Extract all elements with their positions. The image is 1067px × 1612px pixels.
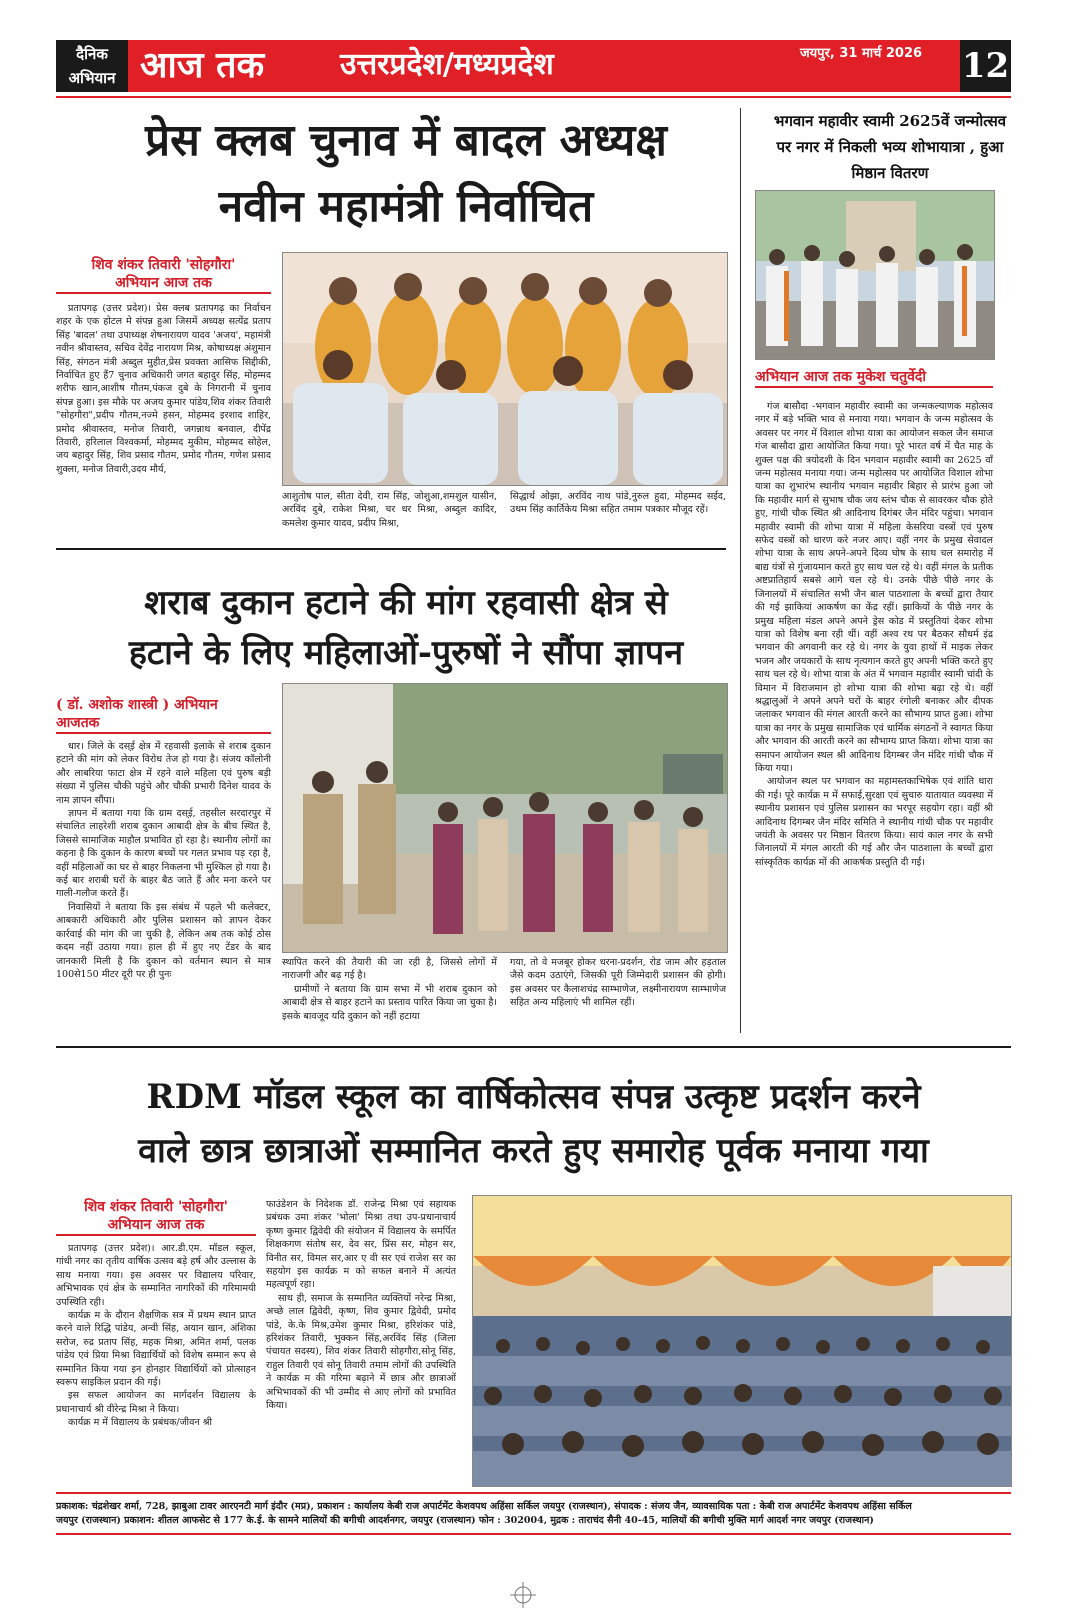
press-club-photo-image <box>283 253 727 485</box>
story2-col3-text: गया, तो वे मजबूर होकर धरना-प्रदर्शन, रोड जाम और हड़ताल जैसे कदम उठाएंगे, जिसकी पूरी जिम्मेदारी प्रशासन की होगी। इस अवसर पर कैलाशचंद्र साम्भाणेज, लक्ष्मीनारायण साम्भाणेज सहित अन्य महिलाएं भी शामिल रहीं। <box>510 957 726 1009</box>
story1-headline <box>56 108 756 240</box>
logo-line2: अभियान <box>68 69 116 87</box>
story1-byline-org: अभियान आज तक <box>56 274 271 294</box>
column-divider <box>740 108 741 1033</box>
story3-byline-name: शिव शंकर तिवारी 'सोहगौरा' <box>84 1199 228 1215</box>
story3-headline-line1: RDM मॉडल स्कूल का वार्षिकोत्सव संपन्न उत्कृष्ट प्रदर्शन करने <box>146 1077 921 1117</box>
procession-photo <box>755 190 995 360</box>
story1-byline-name: शिव शंकर तिवारी 'सोहगौरा' <box>91 257 236 273</box>
story1-col2 <box>282 490 497 542</box>
side-story-body <box>755 400 993 1035</box>
side-story-para2: आयोजन स्थल पर भगवान का महामस्तकाभिषेक एवं शांति धारा की गई। पूरे कार्यक्र म में सफाई,सुरक्षा एवं सुचारु यातायात व्यवस्था में स्थानीय प्रशासन एवं पुलिस प्रशासन का भरपूर सहयोग रहा। वहीं श्री आदिनाथ दिगम्बर जैन मंदिर समिति ने स्थानीय गांधी चौक पर महावीर जयंती के अवसर पर मिष्ठान वितरण किया। सायं काल नगर के सभी जिनालयों में मंगल आरती की गई और जैन पाठशाला के बच्चों द्वारा सांस्कृतिक कार्यक्र मों की आकर्षक प्रस्तुति दी गई। <box>755 776 993 868</box>
story2-para3: निवासियों ने बताया कि इस संबंध में पहले भी कलेक्टर, आबकारी अधिकारी और पुलिस प्रशासन को ज्ञापन देकर कार्रवाई की मांग की जा चुकी है, लेकिन अब तक कोई ठोस कदम नहीं उठाया गया। हाल ही में हुए नए टेंडर के बाद जानकारी मिली है कि दुकान को वर्तमान स्थान से मात्र 100से150 मीटर दूरी पर ही पुनः <box>56 901 271 980</box>
procession-photo-image <box>756 191 994 359</box>
story1-col3-text: सिद्धार्थ ओझा, अरविंद नाथ पांडे,नुरुल हुदा, मोहम्मद सईद, उधम सिंह कार्तिकेय मिश्रा सहित तमाम पत्रकार मौजूद रहें। <box>510 491 726 516</box>
story2-divider <box>56 1046 1011 1048</box>
masthead-date: जयपुर, 31 मार्च 2026 <box>800 46 923 61</box>
story2-byline-line2: आजतक <box>56 714 271 734</box>
story3-headline <box>56 1070 1011 1178</box>
story3-col2 <box>266 1198 456 1484</box>
imprint-line2: जयपुर (राजस्थान) प्रकाशन: शीतल आफसेट से 177 के.ई. के सामने मालियों की बगीची आदर्शनगर, जयपुर (राजस्थान) फोन : 302004, मुद्रक : ताराचंद सैनी 40-45, मालियों की बगीची मुक्ति मार्ग आदर्श नगर जयपुर (राजस्थान) <box>56 1515 874 1526</box>
footer-rule-bottom <box>56 1533 1011 1535</box>
page-number: 12 <box>960 40 1011 92</box>
story2-headline <box>56 578 756 678</box>
story2-headline-line1: शराब दुकान हटाने की मांग रहवासी क्षेत्र से <box>144 583 668 623</box>
footer-rule-top <box>56 1492 1011 1494</box>
story3-col2b: साथ ही, समाज के सम्मानित व्यक्तियों नरेन्द्र मिश्रा, अच्छे लाल द्विवेदी, कृष्ण, शिव कुमार द्विवेदी, प्रमोद पांडे, के.के मिश्र,उमेश कुमार मिश्रा, हरिशंकर पांडे, हरिशंकर तिवारी, भुक्कन सिंह,अरविंद सिंह (जिला पंचायत सदस्य), शिव शंकर तिवारी सोहगौरा,सोनू सिंह, राहुल तिवारी एवं सोनू तिवारी तमाम लोगों की उपस्थिति ने कार्यक्र म की गरिमा बढ़ाने में छात्र और छात्राओं अभिभावकों की भी उम्मीद से आए लोगों को प्रभावित किया। <box>266 1292 456 1412</box>
side-story-para1: गंज बासौदा -भगवान महावीर स्वामी का जन्मकल्याणक महोत्सव नगर में बड़े भक्ति भाव से मनाया गया। भगवान के जन्म महोत्सव के अवसर पर नगर में विशाल शोभा यात्रा का आयोजन सकल जैन समाज गंज बासौदा द्वारा आयोजित किया गया। पूरे भारत वर्ष में चैत माह के शुक्ल पक्ष की त्रयोदशी के दिन भगवान महावीर स्वामी का 2625 वाँ जन्म महोत्सव मनाया गया। जन्म महोत्सव पर आयोजित विशाल शोभा यात्रा का शुभारंभ स्थानीय भगवान महावीर बिहार से प्रारंभ हुआ जो कि महावीर मार्ग से सुभाष चौक जय स्तंभ चौक से सावरकर चौक होते हुए, गांधी चौक स्थित श्री आदिनाथ दिगंबर जैन मंदिर पहुंचा। भगवान महावीर स्वामी की शोभा यात्रा में महिला केसरिया वस्त्रों एवं पुरुष सफेद वस्त्रों को धारण करे नजर आए। वहीं नगर के प्रमुख सेवादल शोभा यात्रा के साथ अपने-अपने दिव्य घोष के साथ चल समारोह में बाद्य यंत्रों से गुंजायमान करते हुए साथ चल रहे थे। वहीं मंगल के प्रतीक अष्टप्रातिहार्य सबसे आगे चल रहे थे। उनके पीछे पीछे नगर के जिनालयों में संचालित सभी जैन बाल पाठशाला के बच्चों द्वारा तैयार की गई झाकियां आकर्षण का केंद्र रहीं। झाकियों के पीछे नगर के प्रमुख महिला मंडल अपने अपने ड्रेस कोड में प्रस्तुतियां देकर शोभा यात्रा को विशेष बना रही थीं। वहीं अश्व रथ पर बैठकर सौधर्म इंद्र भगवान की अगवानी कर रहे थे। नगर के युवा हाथों में माइक लेकर भजन और जयकारों के साथ नृत्यगान करते हुए अपनी भक्ति करते हुए साथ चल रहे थे। शोभा यात्रा के अंत में भगवान महावीर स्वामी चांदी के विमान में विराजमान हो शोभा यात्रा की शोभा बढ़ा रहे थे। वहीं श्रद्धालुओं ने अपने अपने घरों के बाहर रंगोली बनाकर और दीपक जलाकर भगवान की मंगल आरती करने का सौभाग्य प्राप्त हुआ। शोभा यात्रा का नगर के प्रमुख सामाजिक एवं धार्मिक संगठनों ने स्वागत किया और भगवान की आरती करने का सौभाग्य प्राप्त किया। शोभा यात्रा का समापन आयोजन स्थल श्री आदिनाथ दिगम्बर जैन मंदिर गांधी चौक में किया गया। <box>755 401 993 774</box>
school-function-photo-image <box>473 1196 1011 1486</box>
memorandum-photo-image <box>283 684 727 952</box>
registration-mark-icon <box>510 1582 536 1608</box>
imprint-line1: प्रकाशक: चंद्रशेखर शर्मा, 728, झाबुआ टावर आरएनटी मार्ग इंदौर (मप्र), प्रकाशन : कार्यालय केबी राज अपार्टमेंट केशवपथ अहिंसा सर्किल जयपुर (राजस्थान), संपादक : संजय जैन, व्यावसायिक पता : केबी राज अपार्टमेंट केशवपथ अहिंसा सर्किल <box>56 1501 912 1512</box>
story3-para3: इस सफल आयोजन का मार्गदर्शन विद्यालय के प्रधानाचार्य श्री वीरेन्द्र मिश्रा ने किया। <box>56 1390 256 1415</box>
story3-col1 <box>56 1242 256 1482</box>
story2-col2 <box>282 956 497 1038</box>
press-club-photo <box>282 252 728 486</box>
story2-col2b-text: ग्रामीणों ने बताया कि ग्राम सभा में भी शराब दुकान को आबादी क्षेत्र से बाहर हटाने का प्रस्ताव पारित किया जा चुका है। इसके बावजूद यदि दुकान को नहीं हटाया <box>282 983 497 1022</box>
story1-headline-line1: प्रेस क्लब चुनाव में बादल अध्यक्ष <box>145 115 667 166</box>
story1-byline <box>56 256 271 294</box>
story2-para2: ज्ञापन में बताया गया कि ग्राम दस्ई, तहसील सरदारपुर में संचालित लाहरेशी शराब दुकान आबादी क्षेत्र के बीच स्थित है, जिससे सामाजिक माहौल प्रभावित हो रहा है। स्थानीय लोगों का कहना है कि दुकान के कारण बच्चों पर गलत प्रभाव पड़ रहा है, वहीं महिलाओं का घर से बाहर निकलना भी मुश्किल हो गया है। कई बार शराबी घरों के बाहर बैठ जाते हैं और मना करने पर गाली-गलौज करते हैं। <box>56 808 271 900</box>
story3-para1: प्रतापगढ़ (उत्तर प्रदेश)। आर.डी.एम. मॉडल स्कूल, गांधी नगर का तृतीय वार्षिक उत्सव बड़े हर्ष और उल्लास के साथ मनाया गया। इस अवसर पर विद्यालय परिवार, अभिभावक एवं क्षेत्र के सम्मानित नागरिकों की गरिमामयी उपस्थिति रही। <box>56 1243 256 1308</box>
imprint-footer <box>56 1500 1011 1528</box>
masthead-brand: आज तक <box>140 44 265 86</box>
story2-byline <box>56 696 271 734</box>
side-story-byline: अभियान आज तक मुकेश चतुर्वेदी <box>755 368 993 388</box>
masthead-rule <box>56 96 1011 98</box>
story3-para2: कार्यक्र म के दौरान शैक्षणिक सत्र में प्रथम स्थान प्राप्त करने वाले रिद्धि पांडेय, अन्वी सिंह, अयान खान, अंशिका सरोज, रुद्र प्रताप सिंह, महक मिश्रा, अमित शर्मा, पलक पांडेय एवं प्रिया मिश्रा विद्यार्थियों को विशेष सम्मान रूप से सम्मानित किया गया इन होनहार विद्यार्थियों को प्रोत्साहन स्वरूप साइकिल प्रदान की गई। <box>56 1310 256 1389</box>
masthead-logo <box>56 40 128 92</box>
story3-byline-org: अभियान आज तक <box>56 1216 256 1236</box>
logo-line1: दैनिक <box>76 45 108 63</box>
story3-para4: कार्यक्र म में विद्यालय के प्रबंधक/जीवन श्री <box>68 1417 212 1429</box>
story3-byline <box>56 1198 256 1236</box>
story1-body <box>56 302 271 542</box>
story3-headline-line2: वाले छात्र छात्राओं सम्मानित करते हुए समारोह पूर्वक मनाया गया <box>138 1131 929 1171</box>
story1-headline-line2: नवीन महामंत्री निर्वाचित <box>218 181 594 232</box>
story2-col3 <box>510 956 726 1038</box>
memorandum-photo <box>282 683 728 953</box>
story1-col2-text: आशुतोष पाल, सीता देवी, राम सिंह, जोशुआ,शमशुल यासीन, अरविंद दुबे, राकेश मिश्रा, चर धर मिश्रा, अब्दुल कादिर, कमलेश कुमार यादव, प्रदीप मिश्रा, <box>282 491 497 529</box>
story1-body-text: प्रतापगढ़ (उत्तर प्रदेश)। प्रेस क्लब प्रतापगढ़ का निर्वाचन शहर के एक होटल मे संपन्न हुआ जिसमें अध्यक्ष सत्येंद्र प्रताप सिंह 'बादल' तथा उपाध्यक्ष शेषनारायण यादव 'अजय', महामंत्री नवीन श्रीवास्तव, सचिव देवेंद्र नारायण मिश्र, कोषाध्यक्ष अंशुमान सिंह, संगठन मंत्री अब्दुल मुहीत,प्रेस प्रवक्ता आसिफ सिद्दीकी, निर्वाचित हुए हैं7 चुनाव अधिकारी जगत बहादुर सिंह, मोहम्मद शरीफ खान,आशीष गौतम,पंकज दुबे के निगरानी में चुनाव संपन्न हुआ। इस मौके पर अजय कुमार पांडेय,शिव शंकर तिवारी "सोहगौरा",प्रदीप गौतम,नज्मे हसन, मोहम्मद इरशाद शाहिर, प्रमोद श्रीवास्तव, मनोज तिवारी, जगन्नाथ बनवाल, दीपेंद्र तिवारी, हरिलाल विश्वकर्मा, मोहम्मद मुकीम, मोहम्मद सोहेल, जय बहादुर सिंह, शिव प्रसाद गौतम, प्रमोद गौतम, गणेश प्रसाद शुक्ला, मनोज तिवारी,उदय मौर्य, <box>56 303 271 475</box>
story2-col2-text: स्थापित करने की तैयारी की जा रही है, जिससे लोगों में नाराजगी और बढ़ गई है। <box>282 957 497 982</box>
story2-byline-line1: ( डॉ. अशोक शास्त्री ) अभियान <box>56 697 218 713</box>
story3-col2a: फाउंडेशन के निदेशक डॉ. राजेन्द्र मिश्रा एवं सहायक प्रबंधक उमा शंकर 'भोला' मिश्रा तथा उप-प्रधानाचार्य कृष्ण कुमार द्विवेदी की संयोजन में विद्यालय के समर्पित शिक्षकगण संतोष सर, देव सर, प्रिंस सर, मोहन सर, विनीत सर, विमल सर,आर ए वी सर एवं राजेश सर का सहयोग इस कार्यक्र म को सफल बनाने में अत्यंत महत्वपूर्ण रहा। <box>266 1199 456 1291</box>
school-function-photo <box>472 1195 1012 1487</box>
story2-para1: धार। जिले के दस्ई क्षेत्र में रहवासी इलाके से शराब दुकान हटाने की मांग को लेकर विरोध तेज हो गया है। संजय कॉलोनी और लाबरिया फाटा क्षेत्र में रहने वाले महिला एवं पुरुष बड़ी संख्या में पुलिस चौकी पहुंचे और चौकी प्रभारी दिनेश यादव के नाम ज्ञापन सौंपा। <box>56 741 271 806</box>
masthead-section: उत्तरप्रदेश/मध्यप्रदेश <box>340 47 554 82</box>
story2-body <box>56 740 271 1038</box>
side-story-headline: भगवान महावीर स्वामी 2625वें जन्मोत्सव पर नगर में निकली भव्य शोभायात्रा , हुआ मिष्ठान वितरण <box>773 112 1007 182</box>
story1-divider <box>56 548 726 550</box>
story2-headline-line2: हटाने के लिए महिलाओं-पुरुषों ने सौंपा ज्ञापन <box>128 633 684 673</box>
story1-col3 <box>510 490 726 542</box>
